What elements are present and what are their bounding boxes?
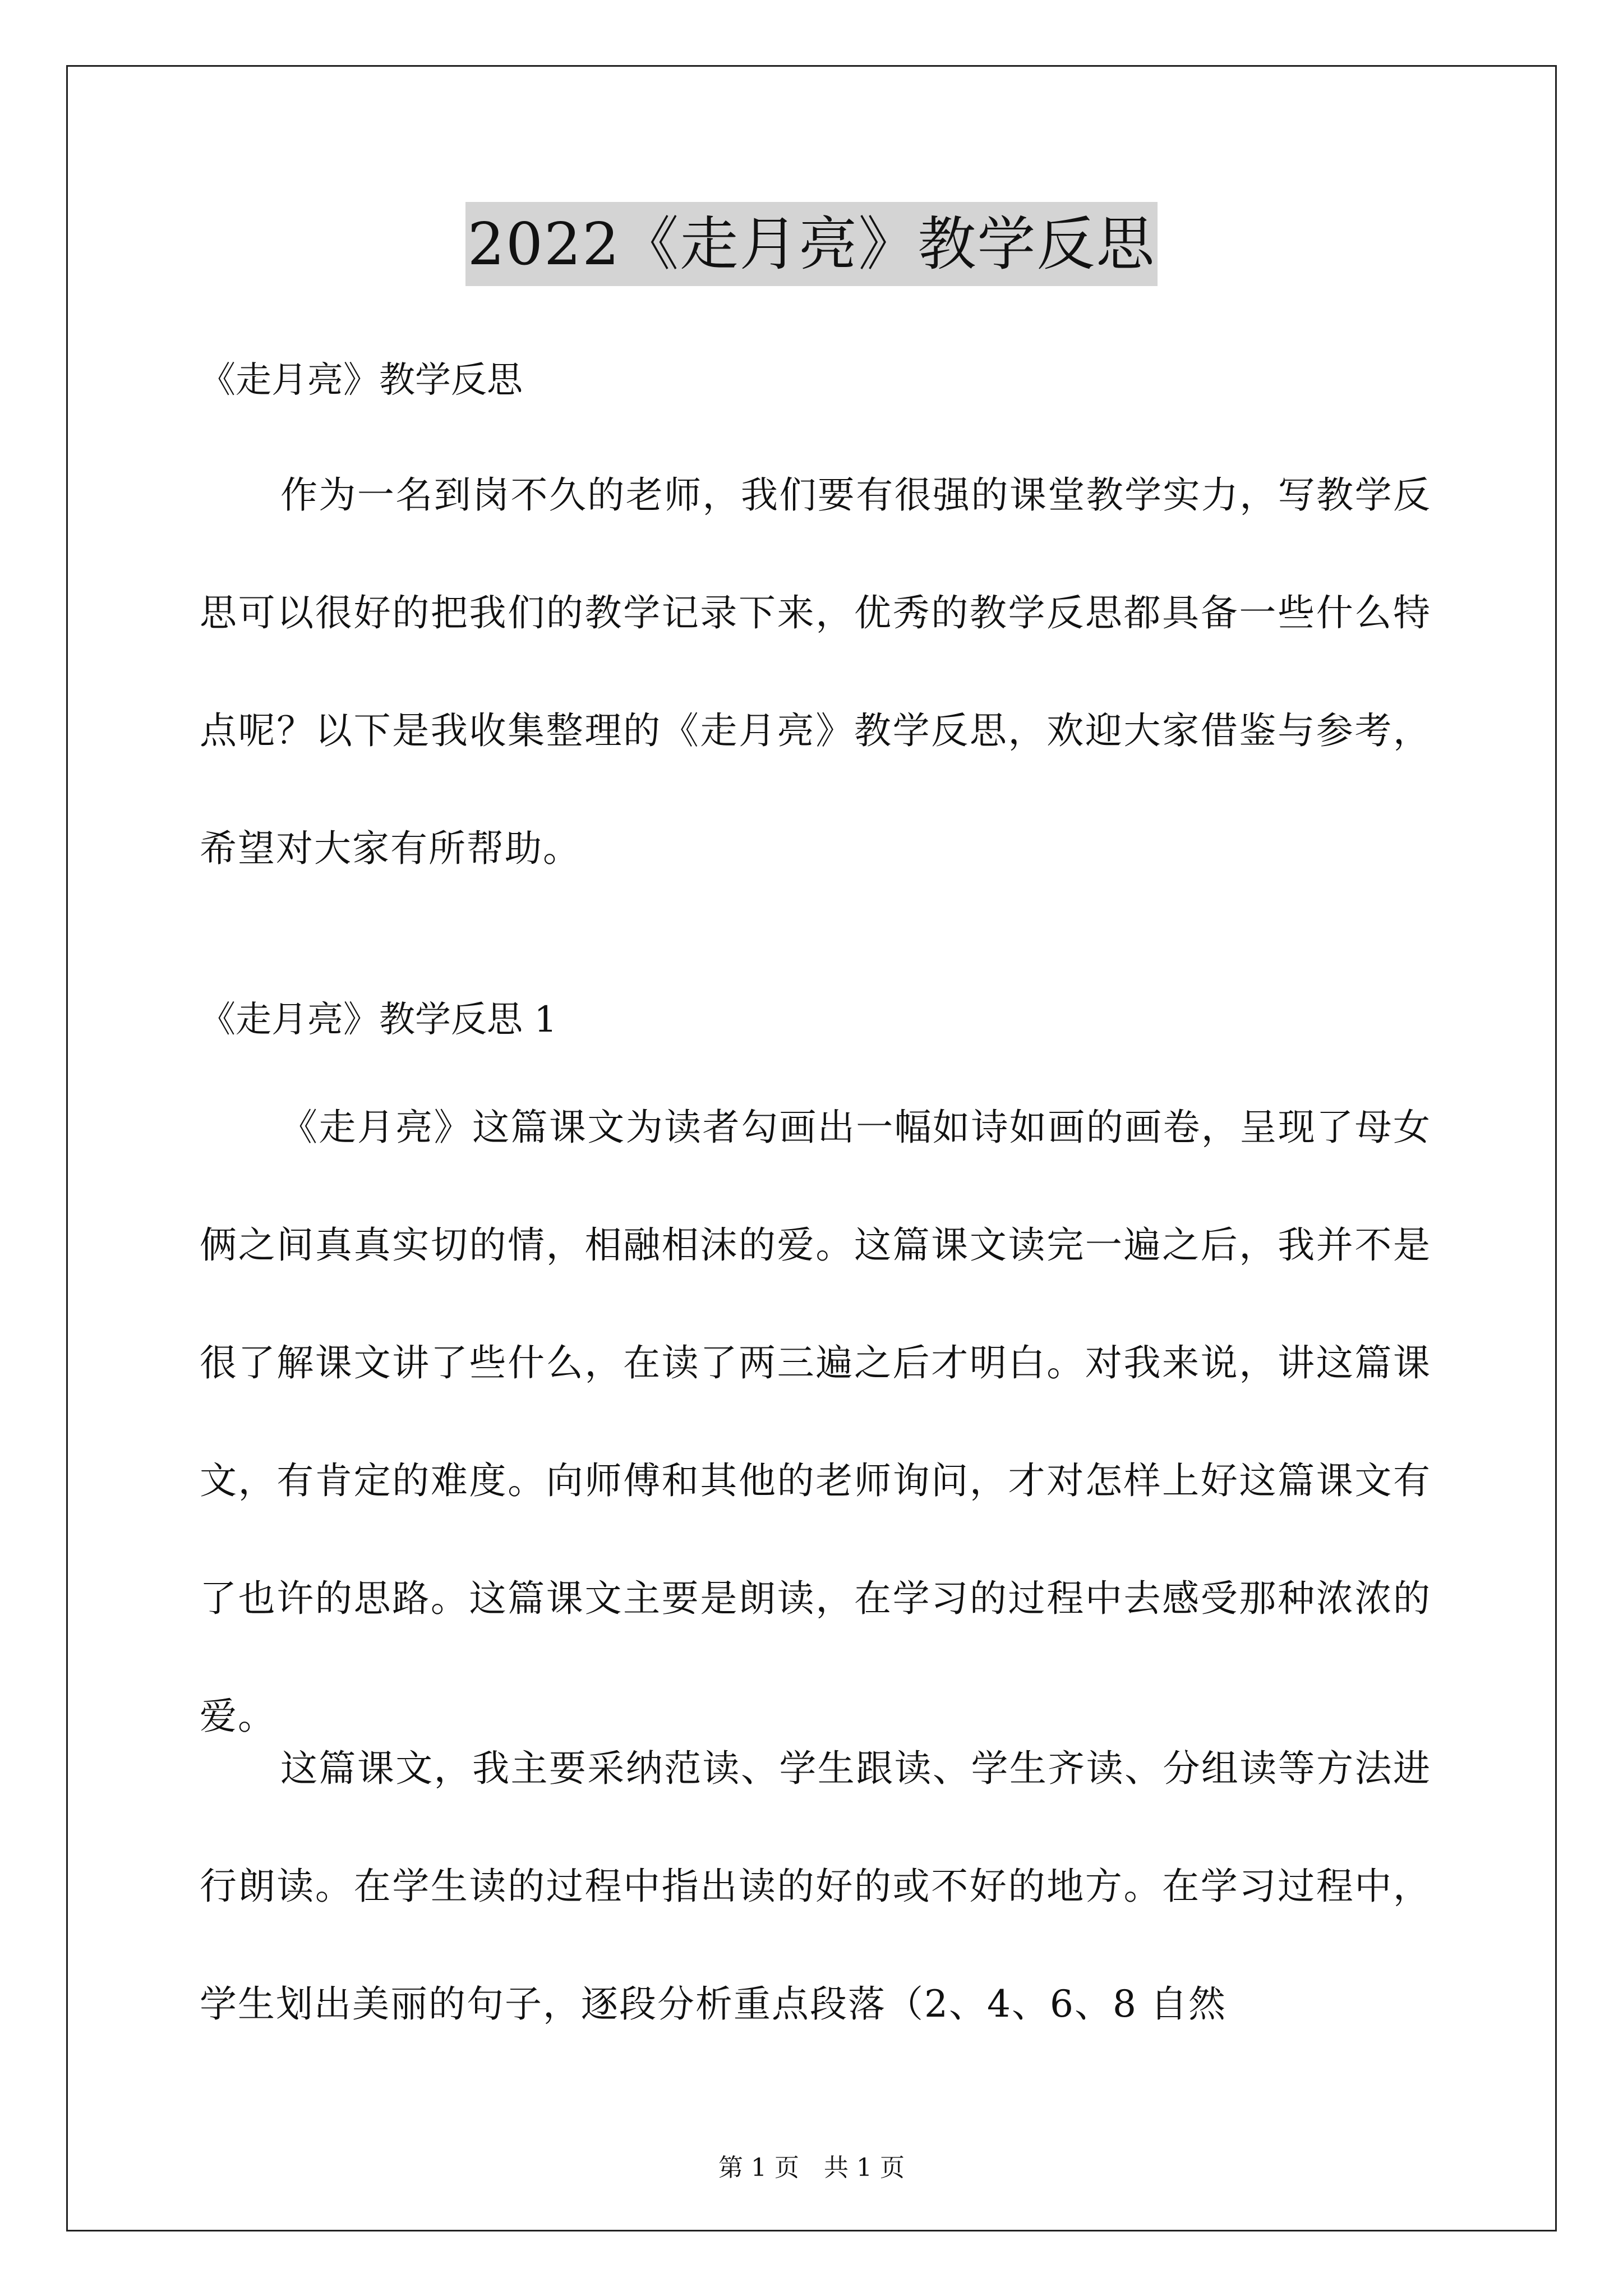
- document-title: 2022《走月亮》教学反思: [465, 202, 1158, 286]
- title-container: [0, 202, 1623, 286]
- page-footer: 第 1 页 共 1 页: [718, 2154, 905, 2182]
- intro-paragraph: 作为一名到岗不久的老师，我们要有很强的课堂教学实力，写教学反思可以很好的把我们的教学记录下来，优秀的教学反思都具备一些什么特点呢？以下是我收集整理的《走月亮》教学反思，欢迎大家借鉴与参考，希望对大家有所帮助。: [200, 473, 1431, 870]
- body-paragraph-1: 《走月亮》这篇课文为读者勾画出一幅如诗如画的画卷，呈现了母女俩之间真真实切的情，相融相沫的爱。这篇课文读完一遍之后，我并不是很了解课文讲了些什么，在读了两三遍之后才明白。对我来说，讲这篇课文，有肯定的难度。向师傅和其他的老师询问，才对怎样上好这篇课文有了也许的思路。这篇课文主要是朗读，在学习的过程中去感受那种浓浓的爱。: [200, 1106, 1431, 1738]
- subtitle-heading: 《走月亮》教学反思: [200, 360, 523, 401]
- body-paragraph-2: 这篇课文，我主要采纳范读、学生跟读、学生齐读、分组读等方法进行朗读。在学生读的过程中指出读的好的或不好的地方。在学习过程中，学生划出美丽的句子，逐段分析重点段落（2、4、6、8 自然: [200, 1747, 1431, 2026]
- section-heading: 《走月亮》教学反思 1: [200, 999, 557, 1041]
